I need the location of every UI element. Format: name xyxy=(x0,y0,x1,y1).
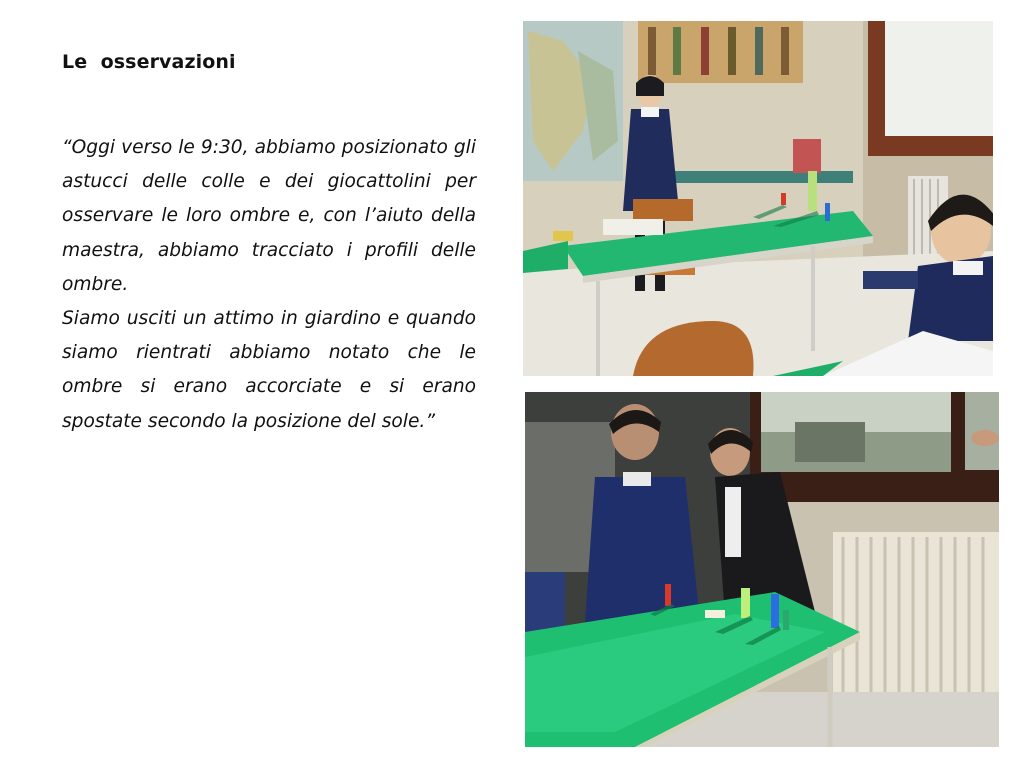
quote-paragraph-1: “Oggi verso le 9:30, abbiamo posizionato gli astucci delle colle e dei giocattolini per osservare le loro ombre e, con l’aiuto della maestra, abbiamo tracciato i profili delle ombre. xyxy=(62,137,476,295)
quote-paragraph-2: Siamo usciti un attimo in giardino e quando siamo rientrati abbiamo notato che le ombre si erano accorciate e si erano spostate secondo la posizione del sole.” xyxy=(62,308,476,432)
quote-text xyxy=(62,131,476,439)
slide-title: Le osservazioni xyxy=(62,51,236,73)
photo-shadow-observation xyxy=(525,392,999,747)
photo-classroom xyxy=(523,21,993,376)
